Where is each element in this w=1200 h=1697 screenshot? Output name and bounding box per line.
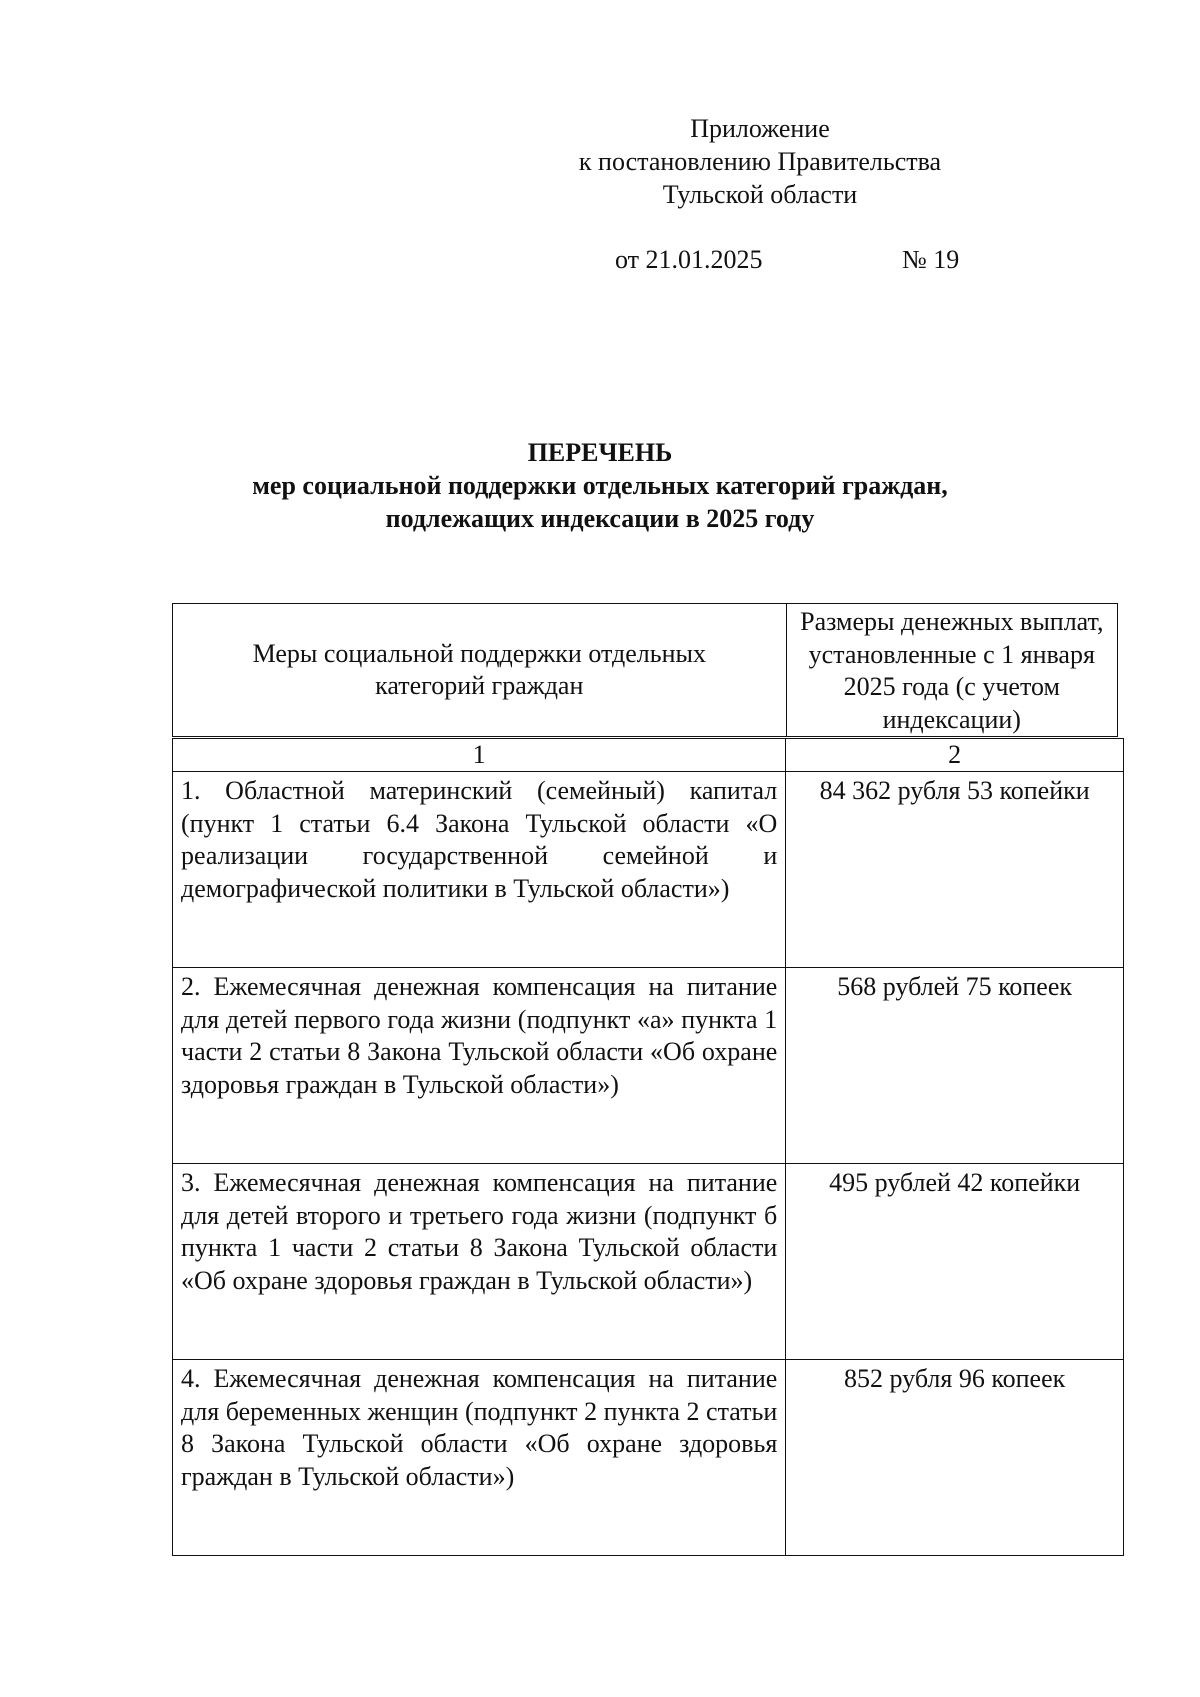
header-amounts	[786, 604, 1117, 737]
appendix-reference: к постановлению Правительства	[578, 147, 942, 176]
measure-text: 1. Областной материнский (семейный) капитал (пункт 1 статьи 6.4 Закона Тульской области «О реализации государственной семейной и демографической политики в Тульской области»)	[181, 776, 778, 903]
table-row	[173, 1164, 1124, 1360]
title-subtitle-line1: мер социальной поддержки отдельных категорий граждан,	[252, 471, 948, 500]
amount-text: 495 рублей 42 копейки	[829, 1168, 1081, 1197]
appendix-title: Приложение	[690, 114, 830, 143]
measure-cell	[173, 968, 786, 1164]
column-number-row	[173, 739, 1124, 772]
header-amounts-text: Размеры денежных выплат, установленные с 1 января 2025 года (с учетом индексации)	[800, 607, 1104, 734]
measure-text: 2. Ежемесячная денежная компенсация на питание для детей первого года жизни (подпункт «а» пункта 1 части 2 статьи 8 Закона Тульской области «Об охране здоровья граждан в Тульской области»)	[181, 972, 778, 1099]
measure-cell	[173, 772, 786, 968]
column-number-1: 1	[173, 739, 786, 772]
column-number-2: 2	[786, 739, 1124, 772]
amount-text: 568 рублей 75 копеек	[837, 972, 1073, 1001]
amount-cell	[786, 1360, 1124, 1556]
resolution-date: от 21.01.2025	[615, 245, 763, 274]
header-row	[173, 604, 1118, 737]
measure-cell	[173, 1164, 786, 1360]
measure-text: 3. Ежемесячная денежная компенсация на питание для детей второго и третьего года жизни (подпункт б пункта 1 части 2 статьи 8 Закона Тульской области «Об охране здоровья граждан в Тульской области»)	[181, 1168, 778, 1295]
appendix-region: Тульской области	[662, 180, 858, 209]
amount-text: 852 рубля 96 копеек	[844, 1364, 1066, 1393]
measure-text: 4. Ежемесячная денежная компенсация на питание для беременных женщин (подпункт 2 пункта 2 статьи 8 Закона Тульской области «Об охране здоровья граждан в Тульской области»)	[181, 1364, 778, 1491]
table-row	[173, 772, 1124, 968]
measure-cell	[173, 1360, 786, 1556]
header-measures-text: Меры социальной поддержки отдельных категорий граждан	[252, 638, 706, 700]
amount-cell	[786, 772, 1124, 968]
amount-cell	[786, 1164, 1124, 1360]
table-header	[172, 603, 1118, 737]
table-row	[173, 1360, 1124, 1556]
appendix-header	[560, 112, 960, 211]
amount-text: 84 362 рубля 53 копейки	[819, 776, 1090, 805]
resolution-number: № 19	[902, 245, 960, 274]
measures-table	[172, 738, 1124, 1556]
header-measures	[173, 604, 787, 737]
title-subtitle-line2: подлежащих индексации в 2025 году	[385, 504, 815, 533]
table-row	[173, 968, 1124, 1164]
amount-cell	[786, 968, 1124, 1164]
document-title	[150, 436, 1050, 535]
title-main: ПЕРЕЧЕНЬ	[527, 438, 673, 467]
